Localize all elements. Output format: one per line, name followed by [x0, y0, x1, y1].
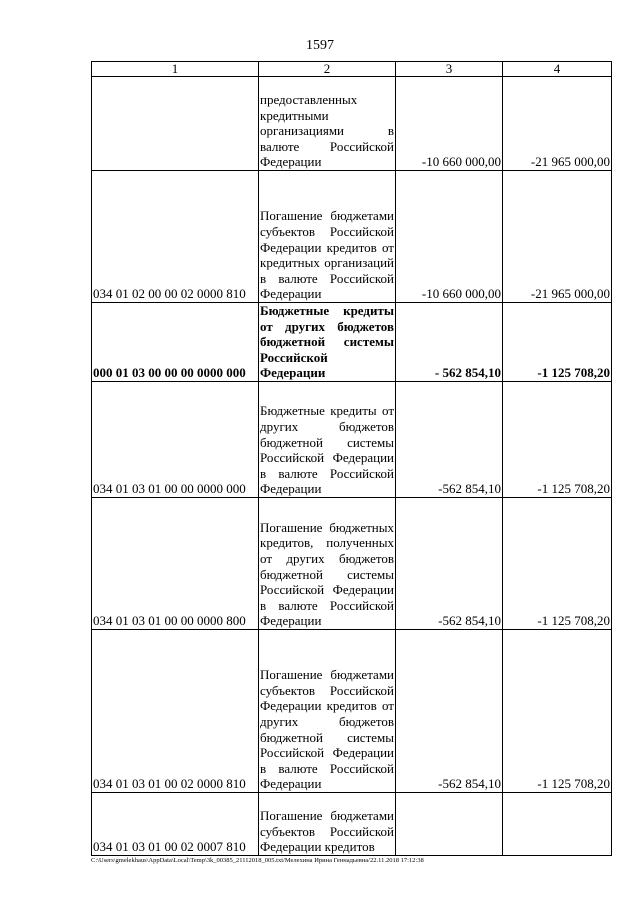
source-name-cell: Бюджетные кредиты от других бюджетов бюджетной системы Российской Федерации	[260, 303, 394, 381]
header-col-2: 2	[259, 62, 396, 77]
budget-code-cell	[92, 77, 259, 171]
source-name-cell: Погашение бюджетных кредитов, полученных от других бюджетов бюджетной системы Российской Федерации в валюте Российской Федерации	[259, 498, 396, 630]
amount-col3-cell: -562 854,10	[396, 382, 503, 498]
amount-col3-cell: -10 660 000,00	[396, 171, 503, 303]
table-row	[92, 77, 612, 171]
table-row	[92, 382, 612, 498]
amount-col3-cell: -562 854,10	[396, 498, 503, 630]
table-row	[92, 793, 612, 856]
budget-sources-table	[91, 61, 612, 856]
amount-col4-cell: -1 125 708,20	[503, 382, 612, 498]
budget-code-cell: 034 01 02 00 00 02 0000 810	[92, 171, 259, 303]
page-number: 1597	[306, 38, 334, 53]
amount-col4-cell: -1 125 708,20	[503, 303, 612, 382]
amount-col3-cell: -562 854,10	[396, 630, 503, 793]
amount-col4-cell: -1 125 708,20	[503, 630, 612, 793]
table-row	[92, 171, 612, 303]
amount-col4-cell: -1 125 708,20	[503, 498, 612, 630]
header-col-3: 3	[396, 62, 503, 77]
amount-col4-cell	[503, 793, 612, 856]
table-row-bold	[92, 303, 612, 382]
budget-code-cell: 034 01 03 01 00 02 0000 810	[92, 630, 259, 793]
source-name-cell: Погашение бюджетами субъектов Российской Федерации кредитов от кредитных организаций в валюте Российской Федерации	[259, 171, 396, 303]
amount-col3-cell: - 562 854,10	[396, 303, 503, 382]
table-row	[92, 498, 612, 630]
amount-col3-cell	[396, 793, 503, 856]
budget-code-cell: 000 01 03 00 00 00 0000 000	[92, 303, 259, 382]
budget-code-cell: 034 01 03 01 00 00 0000 800	[92, 498, 259, 630]
budget-code-cell: 034 01 03 01 00 00 0000 000	[92, 382, 259, 498]
amount-col4-cell: -21 965 000,00	[503, 77, 612, 171]
table-header-row	[92, 62, 612, 77]
amount-col3-cell: -10 660 000,00	[396, 77, 503, 171]
source-name-cell: Погашение бюджетами субъектов Российской Федерации кредитов от других бюджетов бюджетной системы Российской Федерации в валюте Российской Федерации	[259, 630, 396, 793]
source-name-cell: Погашение бюджетами субъектов Российской Федерации кредитов	[259, 793, 396, 856]
table-row	[92, 630, 612, 793]
file-path-footer: C:\Users\gmelekhaus\AppData\Local\Temp\3k_00385_21112018_005.txt/Мелехина Ирина Геннадьевна/22.11.2018 17:12:38	[91, 857, 424, 864]
header-col-4: 4	[503, 62, 612, 77]
amount-col4-cell: -21 965 000,00	[503, 171, 612, 303]
budget-code-cell: 034 01 03 01 00 02 0007 810	[92, 793, 259, 856]
header-col-1: 1	[92, 62, 259, 77]
source-name-cell: предоставленных кредитными организациями в валюте Российской Федерации	[259, 77, 396, 171]
source-name-cell: Бюджетные кредиты от других бюджетов бюджетной системы Российской Федерации в валюте Российской Федерации	[259, 382, 396, 498]
